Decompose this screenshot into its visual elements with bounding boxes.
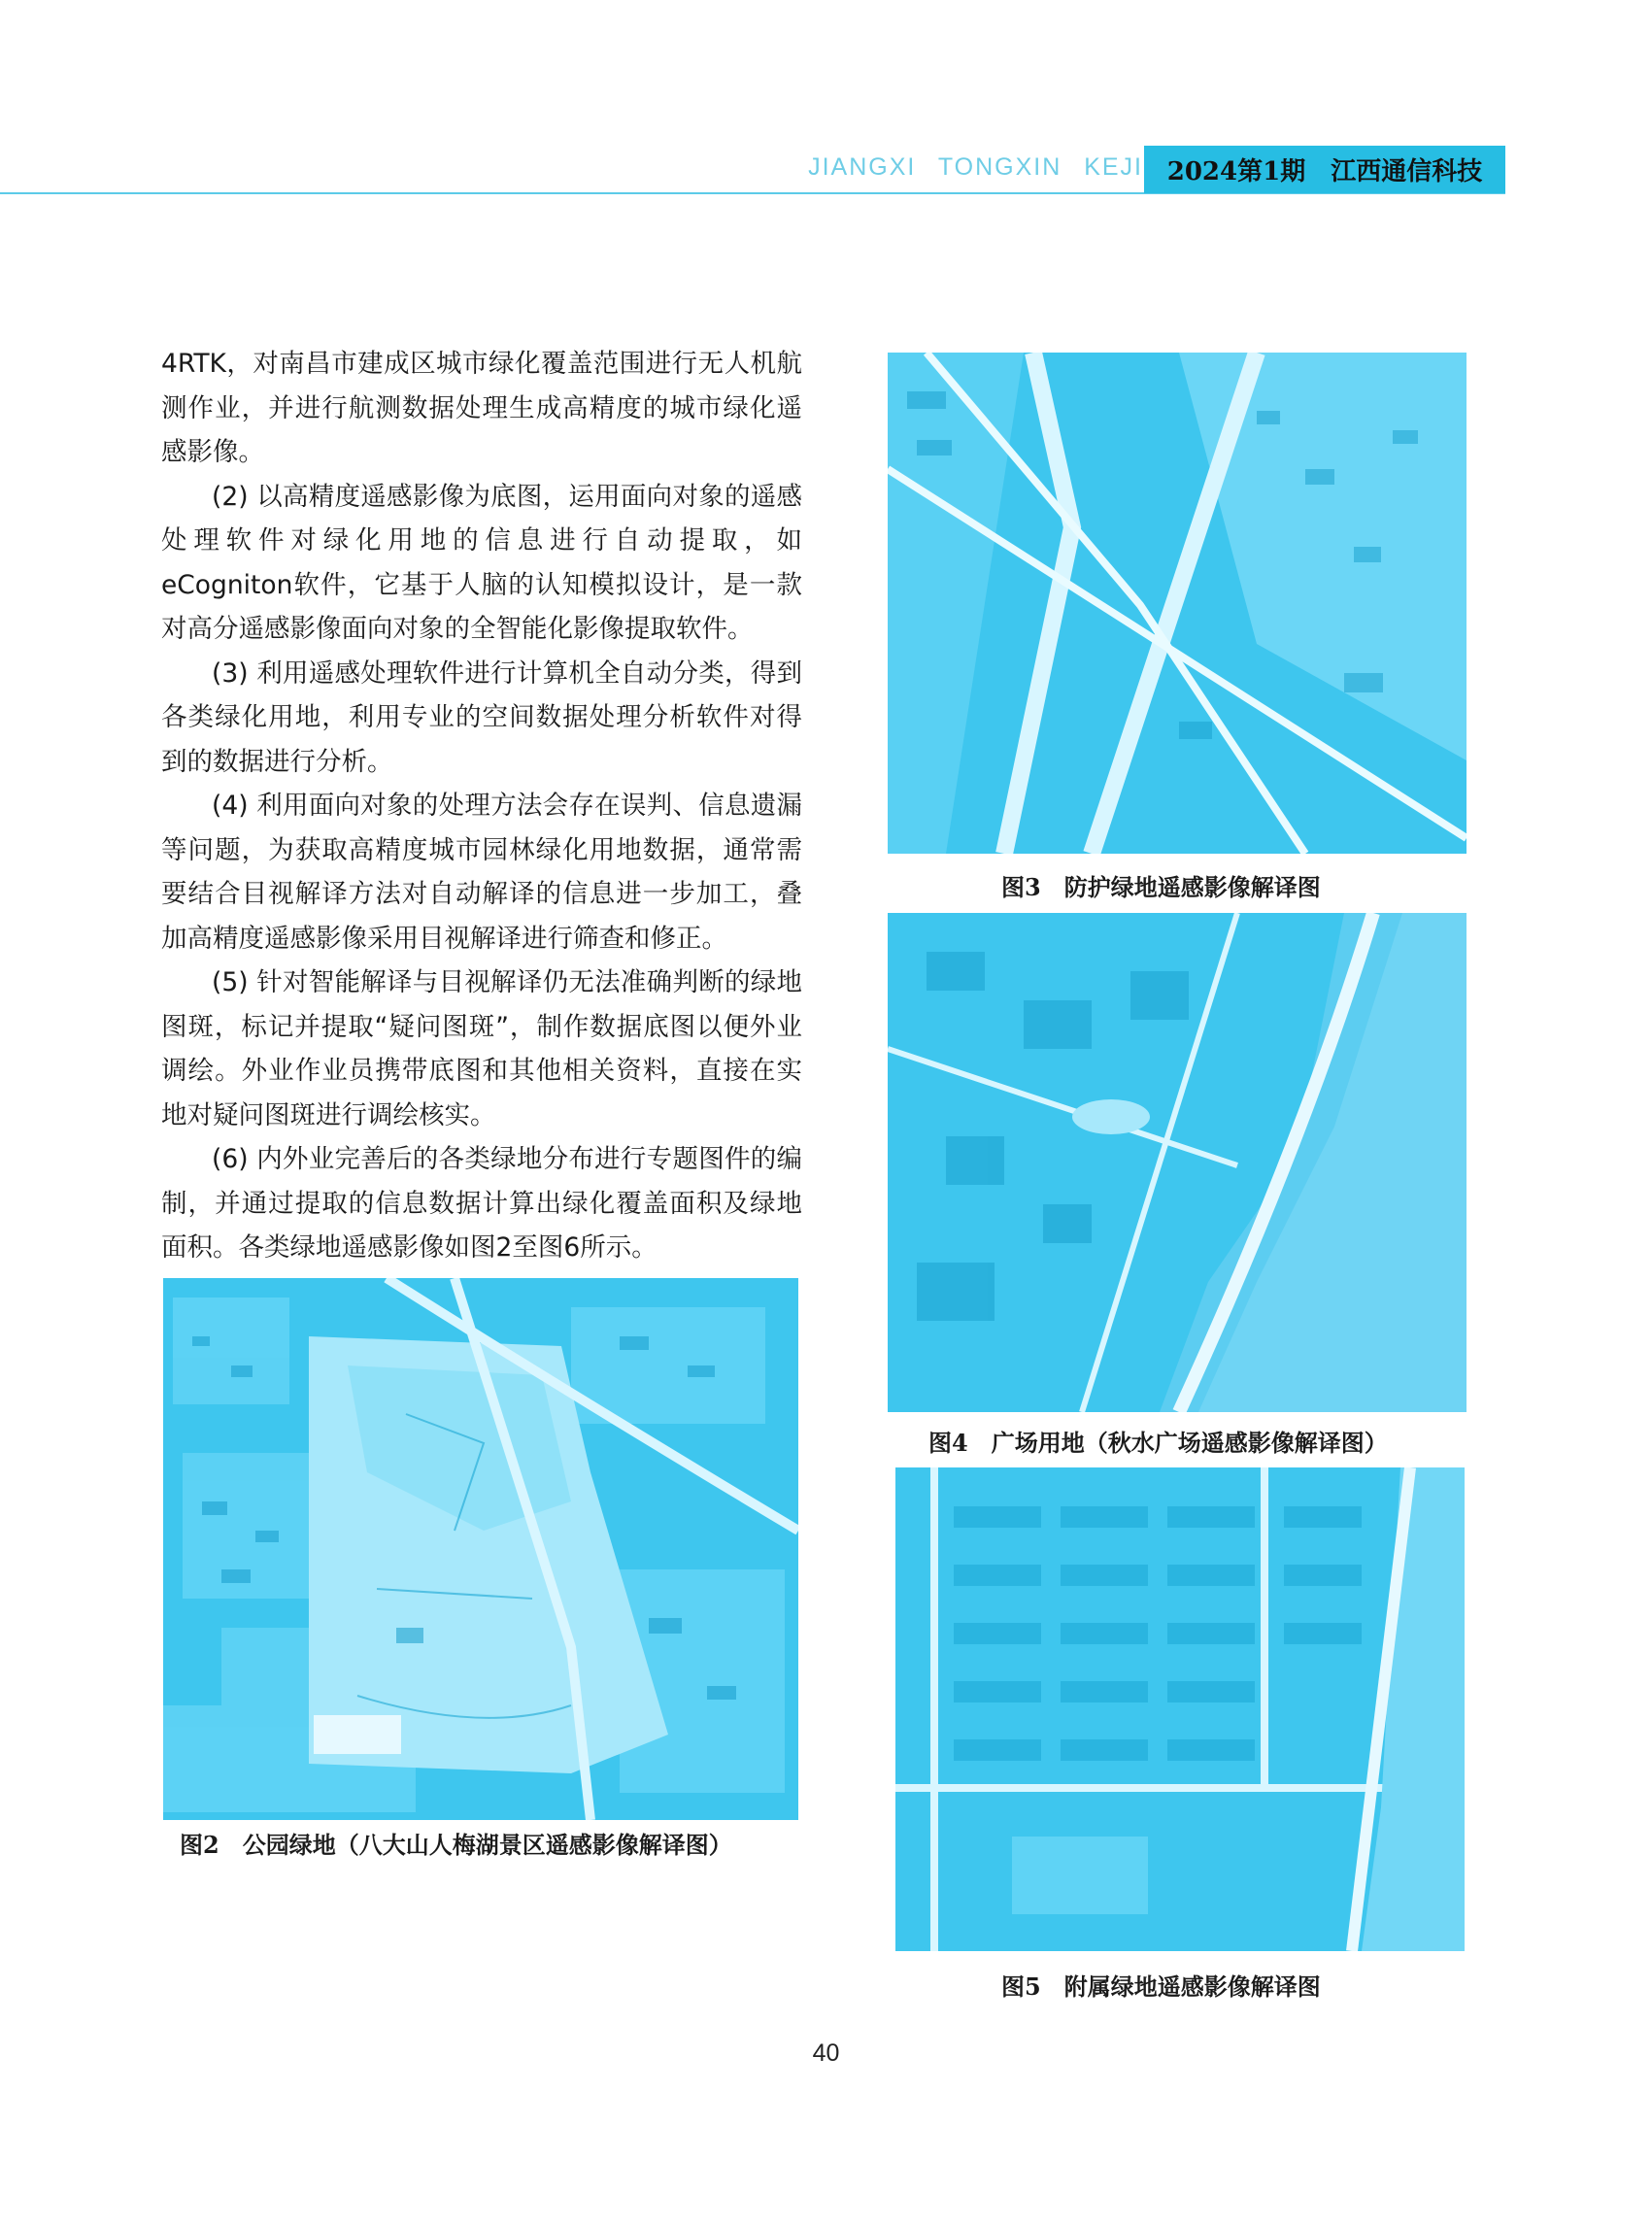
journal-name-chinese: 江西通信科技 [1331,157,1483,186]
journal-name-english: JIANGXI TONGXIN KEJI [808,153,1143,181]
body-text-column [161,342,802,1270]
figure-4-image [888,913,1467,1412]
figure-5-caption: 图5 附属绿地遥感影像解译图 [1001,1972,1321,2001]
paragraph: (3) 利用遥感处理软件进行计算机全自动分类，得到各类绿化用地，利用专业的空间数据处理分析软件对得到的数据进行分析。 [161,657,802,777]
paragraph: 4RTK，对南昌市建成区城市绿化覆盖范围进行无人机航测作业，并进行航测数据处理生成高精度的城市绿化遥感影像。 [161,349,802,467]
paragraph: (2) 以高精度遥感影像为底图，运用面向对象的遥感处理软件对绿化用地的信息进行自动提取，如eCogniton软件，它基于人脑的认知模拟设计，是一款对高分遥感影像面向对象的全智能化影像提取软件。 [161,481,802,644]
figure-4-caption: 图4 广场用地（秋水广场遥感影像解译图） [928,1429,1388,1457]
paragraph: (5) 针对智能解译与目视解译仍无法准确判断的绿地图斑，标记并提取“疑问图斑”，制作数据底图以便外业调绘。外业作业员携带底图和其他相关资料，直接在实地对疑问图斑进行调绘核实。 [161,967,802,1130]
figure-3-image [888,353,1467,854]
issue-badge [1144,146,1505,193]
figure-2-caption: 图2 公园绿地（八大山人梅湖景区遥感影像解译图） [180,1831,732,1859]
paragraph: (4) 利用面向对象的处理方法会存在误判、信息遗漏等问题，为获取高精度城市园林绿化用地数据，通常需要结合目视解译方法对自动解译的信息进一步加工，叠加高精度遥感影像采用目视解译进行筛查和修正。 [161,791,802,954]
issue-label: 2024第1期 [1166,157,1306,186]
paragraph: (6) 内外业完善后的各类绿地分布进行专题图件的编制，并通过提取的信息数据计算出绿化覆盖面积及绿地面积。各类绿地遥感影像如图2至图6所示。 [161,1144,802,1263]
figure-5-image [895,1467,1465,1951]
page-number: 40 [812,2040,840,2067]
figure-2-image [163,1278,798,1820]
figure-3-caption: 图3 防护绿地遥感影像解译图 [1001,873,1321,901]
